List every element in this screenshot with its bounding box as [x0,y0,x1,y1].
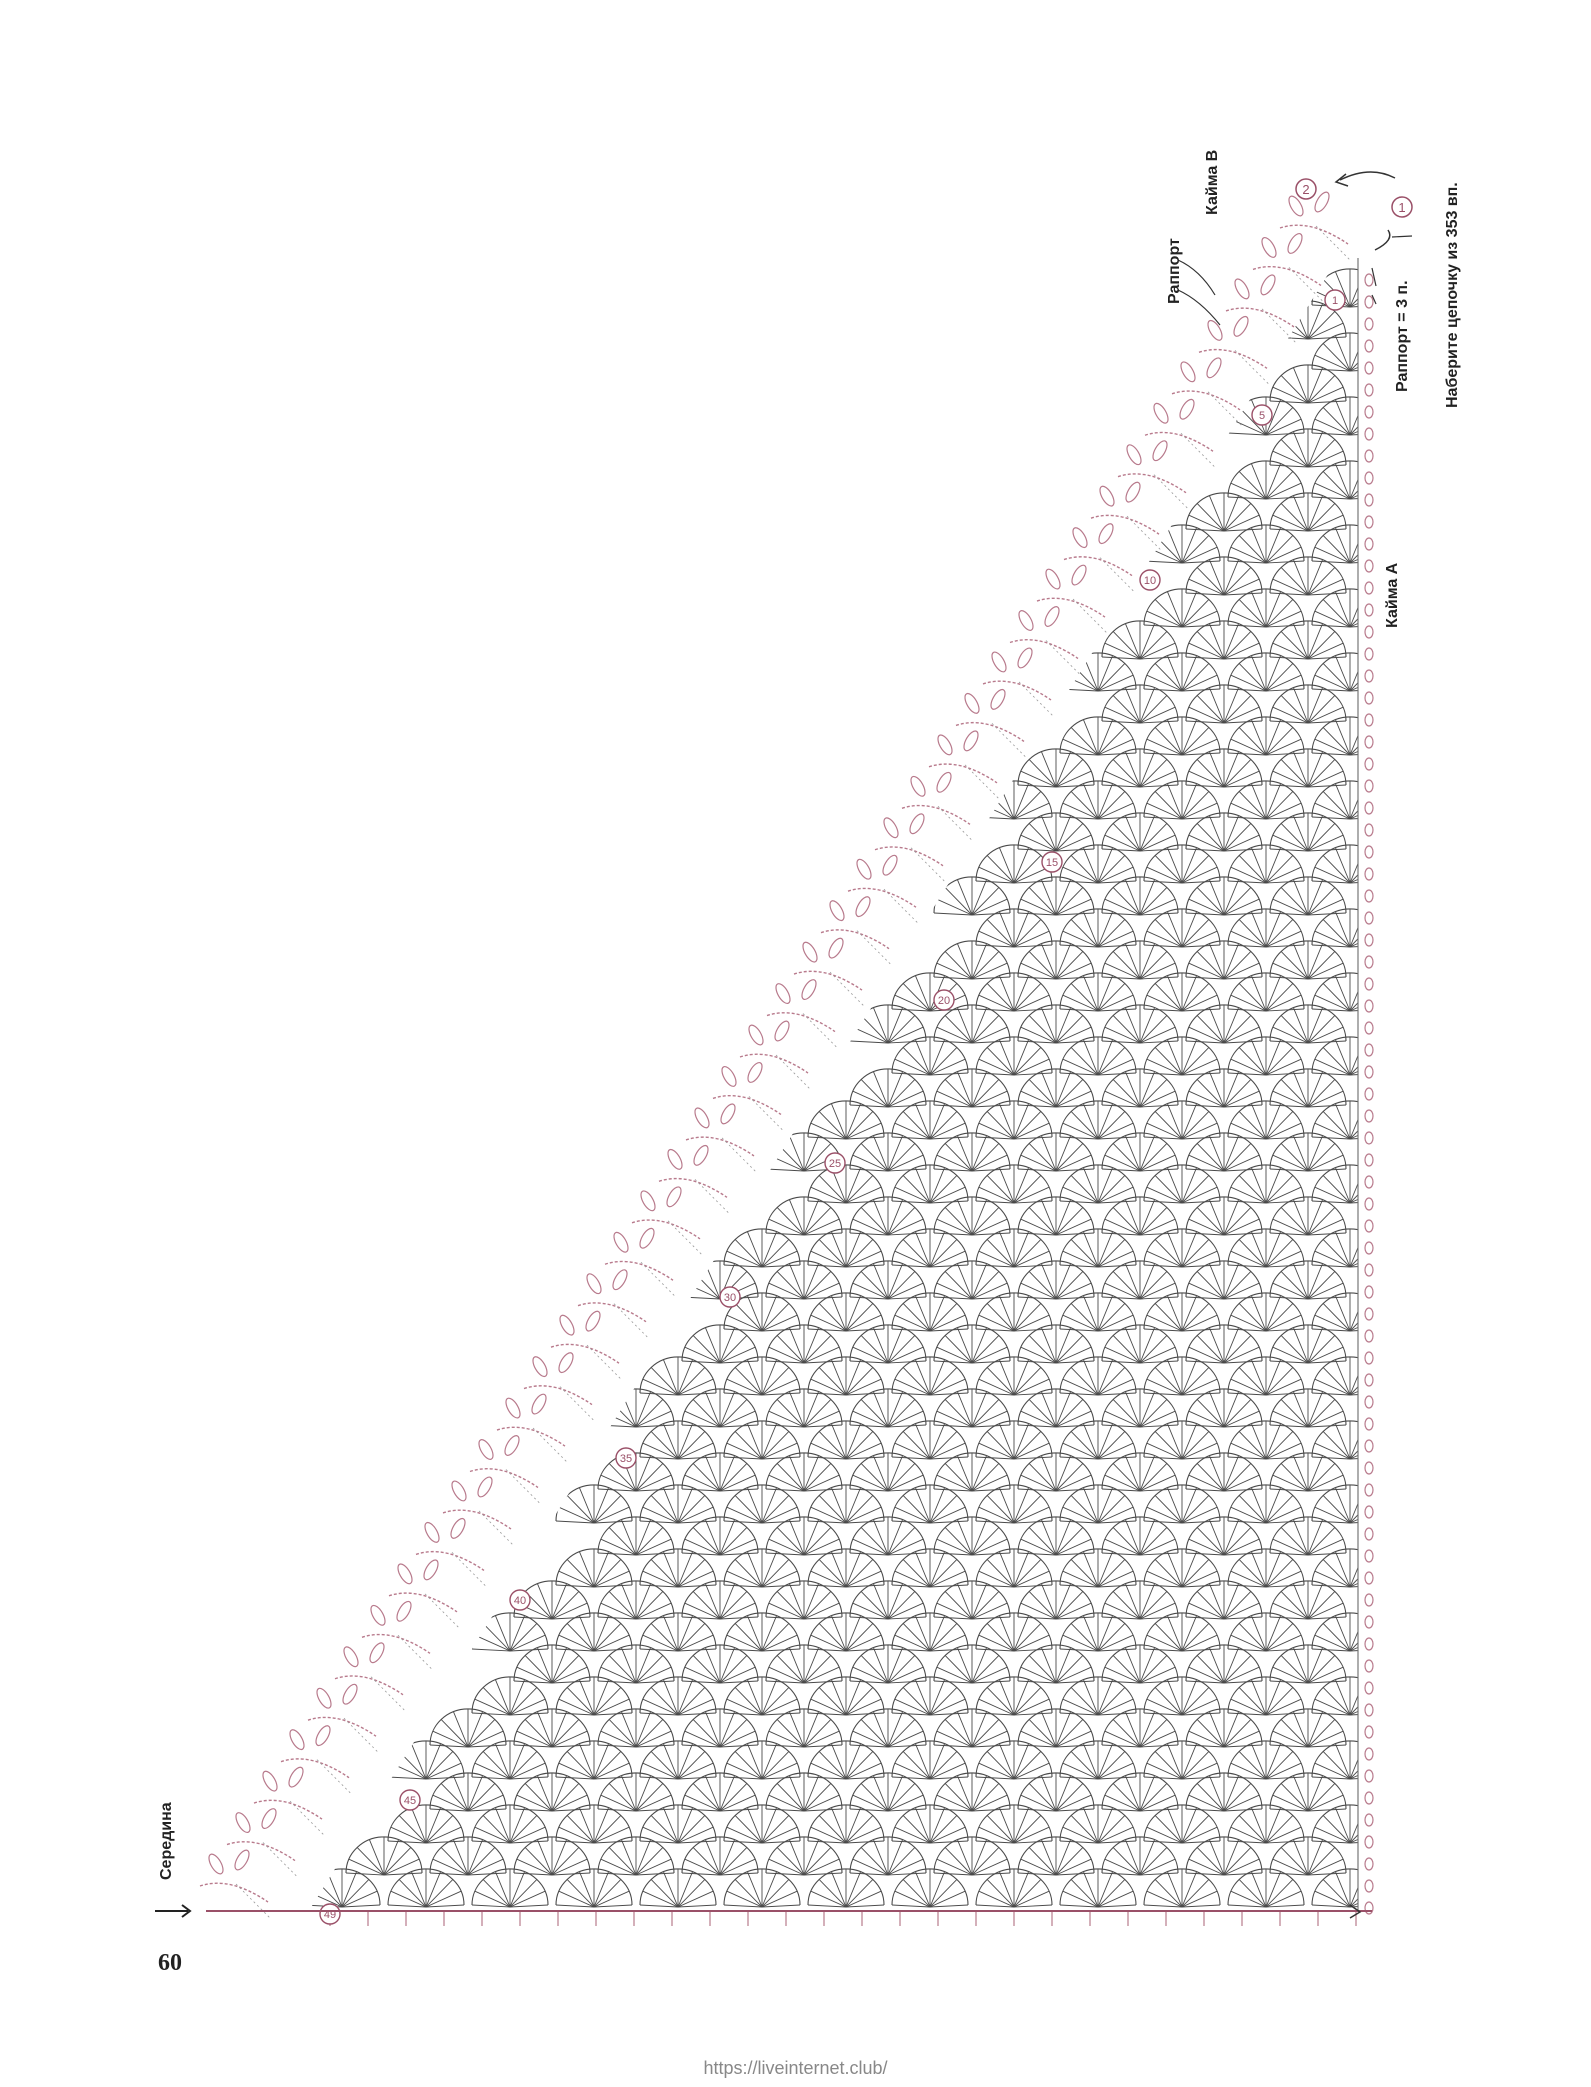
label-repeat-3: Раппорт = 3 п. [1394,280,1411,392]
row-marker-label: 1 [1331,295,1339,307]
row-marker-label: 30 [723,1292,737,1304]
row-marker-label: 45 [403,1795,417,1807]
label-middle: Середина [158,1802,175,1880]
row-marker-label: 40 [513,1595,527,1607]
label-border-b: Кайма В [1204,149,1221,215]
label-repeat: Раппорт [1166,238,1183,304]
row-marker-label: 10 [1143,575,1157,587]
row-marker-label: 5 [1258,410,1266,422]
row-marker-label: 35 [619,1453,633,1465]
label-border-a: Кайма А [1384,562,1401,628]
circle-2-label: 2 [1302,182,1310,197]
row-marker-label: 49 [323,1909,337,1921]
row-marker-label: 25 [828,1158,842,1170]
footer-url: https://liveinternet.club/ [703,2058,888,2078]
row-marker-label: 20 [937,995,951,1007]
page-number: 60 [158,1950,182,1976]
circle-1-label: 1 [1398,200,1406,215]
label-chain: Наберите цепочку из 353 вп. [1444,182,1461,408]
row-marker-label: 15 [1045,857,1059,869]
